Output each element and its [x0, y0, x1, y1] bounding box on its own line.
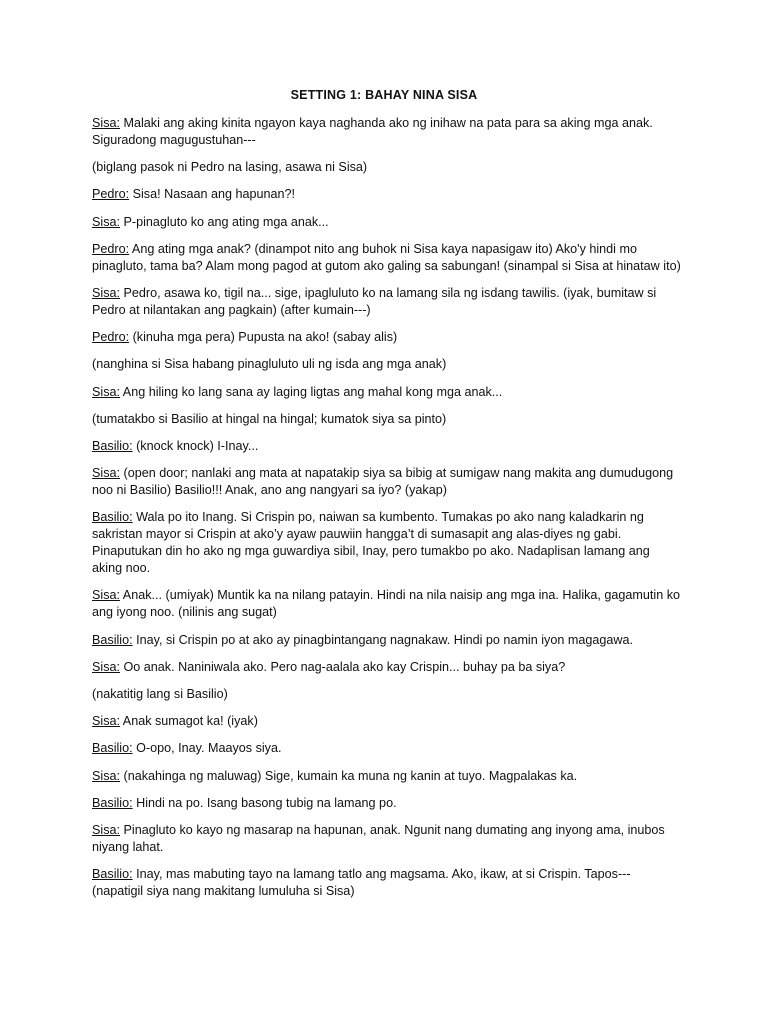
line-text: Ang ating mga anak? (dinampot nito ang buhok ni Sisa kaya napasigaw ito) Ako'y hindi mo pinagluto, tama ba? Alam mong pagod at gutom ako galing sa sabungan! (sinampal si Sisa at hinataw ito): [92, 241, 681, 273]
speaker-name: Sisa:: [92, 384, 120, 399]
speaker-name: Pedro:: [92, 187, 130, 202]
speaker-name: Basilio:: [92, 510, 133, 525]
speaker-name: Pedro:: [92, 241, 130, 256]
speaker-name: Sisa:: [92, 588, 120, 603]
script-body: [92, 115, 682, 910]
line-text: (open door; nanlaki ang mata at napatakip siya sa bibig at sumigaw nang makita ang dumudugong noo ni Basilio) Basilio!!! Anak, ano ang nangyari sa iyo? (yakap): [92, 466, 674, 498]
line-text: Pinagluto ko kayo ng masarap na hapunan, anak. Ngunit nang dumating ang inyong ama, inubos niyang lahat.: [92, 822, 665, 854]
speaker-name: Sisa:: [92, 659, 120, 674]
script-paragraph: [92, 632, 682, 649]
speaker-name: Basilio:: [92, 741, 133, 756]
script-paragraph: [92, 795, 682, 812]
line-text: Anak... (umiyak) Muntik ka na nilang patayin. Hindi na nila naisip ang mga ina. Halika, gagamutin ko ang iyong noo. (nilinis ang sugat): [92, 588, 681, 620]
speaker-name: Pedro:: [92, 330, 130, 345]
script-paragraph: [92, 659, 682, 676]
line-text: (biglang pasok ni Pedro na lasing, asawa ni Sisa): [92, 160, 368, 175]
script-paragraph: [92, 768, 682, 785]
script-paragraph: [92, 509, 682, 577]
speaker-name: Sisa:: [92, 285, 120, 300]
speaker-name: Basilio:: [92, 632, 133, 647]
line-text: (kinuha mga pera) Pupusta na ako! (sabay alis): [129, 330, 398, 345]
script-paragraph: [92, 186, 682, 203]
line-text: (nanghina si Sisa habang pinagluluto uli ng isda ang mga anak): [92, 357, 447, 372]
speaker-name: Sisa:: [92, 768, 120, 783]
document-title: SETTING 1: BAHAY NINA SISA: [290, 88, 478, 102]
script-paragraph: [92, 866, 682, 900]
line-text: Wala po ito Inang. Si Crispin po, naiwan sa kumbento. Tumakas po ako nang kaladkarin ng sakristan mayor si Crispin at ako’y ayaw pauwiin hangga’t di sumasapit ang alas-diyes ng gabi. Pinaputukan din ho ako ng mga guwardiya sibil, Inay, pero tumakbo po ako. Nadaplisan lamang ang aking noo.: [92, 510, 650, 576]
line-text: O-opo, Inay. Maayos siya.: [132, 741, 282, 756]
script-paragraph: [92, 384, 682, 401]
stage-direction: [92, 411, 682, 428]
stage-direction: [92, 686, 682, 703]
line-text: Anak sumagot ka! (iyak): [120, 714, 258, 729]
stage-direction: [92, 356, 682, 373]
line-text: (knock knock) I-Inay...: [132, 438, 259, 453]
speaker-name: Sisa:: [92, 466, 120, 481]
script-paragraph: [92, 713, 682, 730]
line-text: Inay, mas mabuting tayo na lamang tatlo ang magsama. Ako, ikaw, at si Crispin. Tapos--- (napatigil siya nang makitang lumuluha si Sisa): [92, 867, 631, 899]
script-paragraph: [92, 465, 682, 499]
script-paragraph: [92, 115, 682, 149]
script-paragraph: [92, 329, 682, 346]
speaker-name: Basilio:: [92, 867, 133, 882]
line-text: Sisa! Nasaan ang hapunan?!: [129, 187, 296, 202]
script-paragraph: [92, 438, 682, 455]
script-paragraph: [92, 587, 682, 621]
script-paragraph: [92, 822, 682, 856]
line-text: Inay, si Crispin po at ako ay pinagbintangang nagnakaw. Hindi po namin iyon magagawa.: [132, 632, 633, 647]
line-text: Malaki ang aking kinita ngayon kaya naghanda ako ng inihaw na pata para sa aking mga anak. Siguradong magugustuhan---: [92, 116, 653, 147]
script-paragraph: [92, 740, 682, 757]
line-text: Pedro, asawa ko, tigil na... sige, ipagluluto ko na lamang sila ng isdang tawilis. (iyak, bumitaw si Pedro at nilantakan ang pagkain) (after kumain---): [92, 285, 657, 317]
line-text: (nakahinga ng maluwag) Sige, kumain ka muna ng kanin at tuyo. Magpalakas ka.: [120, 768, 578, 783]
line-text: (tumatakbo si Basilio at hingal na hingal; kumatok siya sa pinto): [92, 411, 447, 426]
speaker-name: Basilio:: [92, 795, 133, 810]
line-text: Ang hiling ko lang sana ay laging ligtas ang mahal kong mga anak...: [120, 384, 503, 399]
line-text: Hindi na po. Isang basong tubig na lamang po.: [132, 795, 397, 810]
speaker-name: Sisa:: [92, 714, 120, 729]
script-paragraph: [92, 214, 682, 231]
line-text: (nakatitig lang si Basilio): [92, 687, 228, 701]
stage-direction: [92, 159, 682, 176]
script-paragraph: [92, 241, 682, 275]
speaker-name: Sisa:: [92, 822, 120, 837]
speaker-name: Sisa:: [92, 214, 120, 229]
line-text: Oo anak. Naniniwala ako. Pero nag-aalala ako kay Crispin... buhay pa ba siya?: [120, 659, 566, 674]
speaker-name: Sisa:: [92, 116, 120, 130]
speaker-name: Basilio:: [92, 438, 133, 453]
script-paragraph: [92, 285, 682, 319]
line-text: P-pinagluto ko ang ating mga anak...: [120, 214, 329, 229]
